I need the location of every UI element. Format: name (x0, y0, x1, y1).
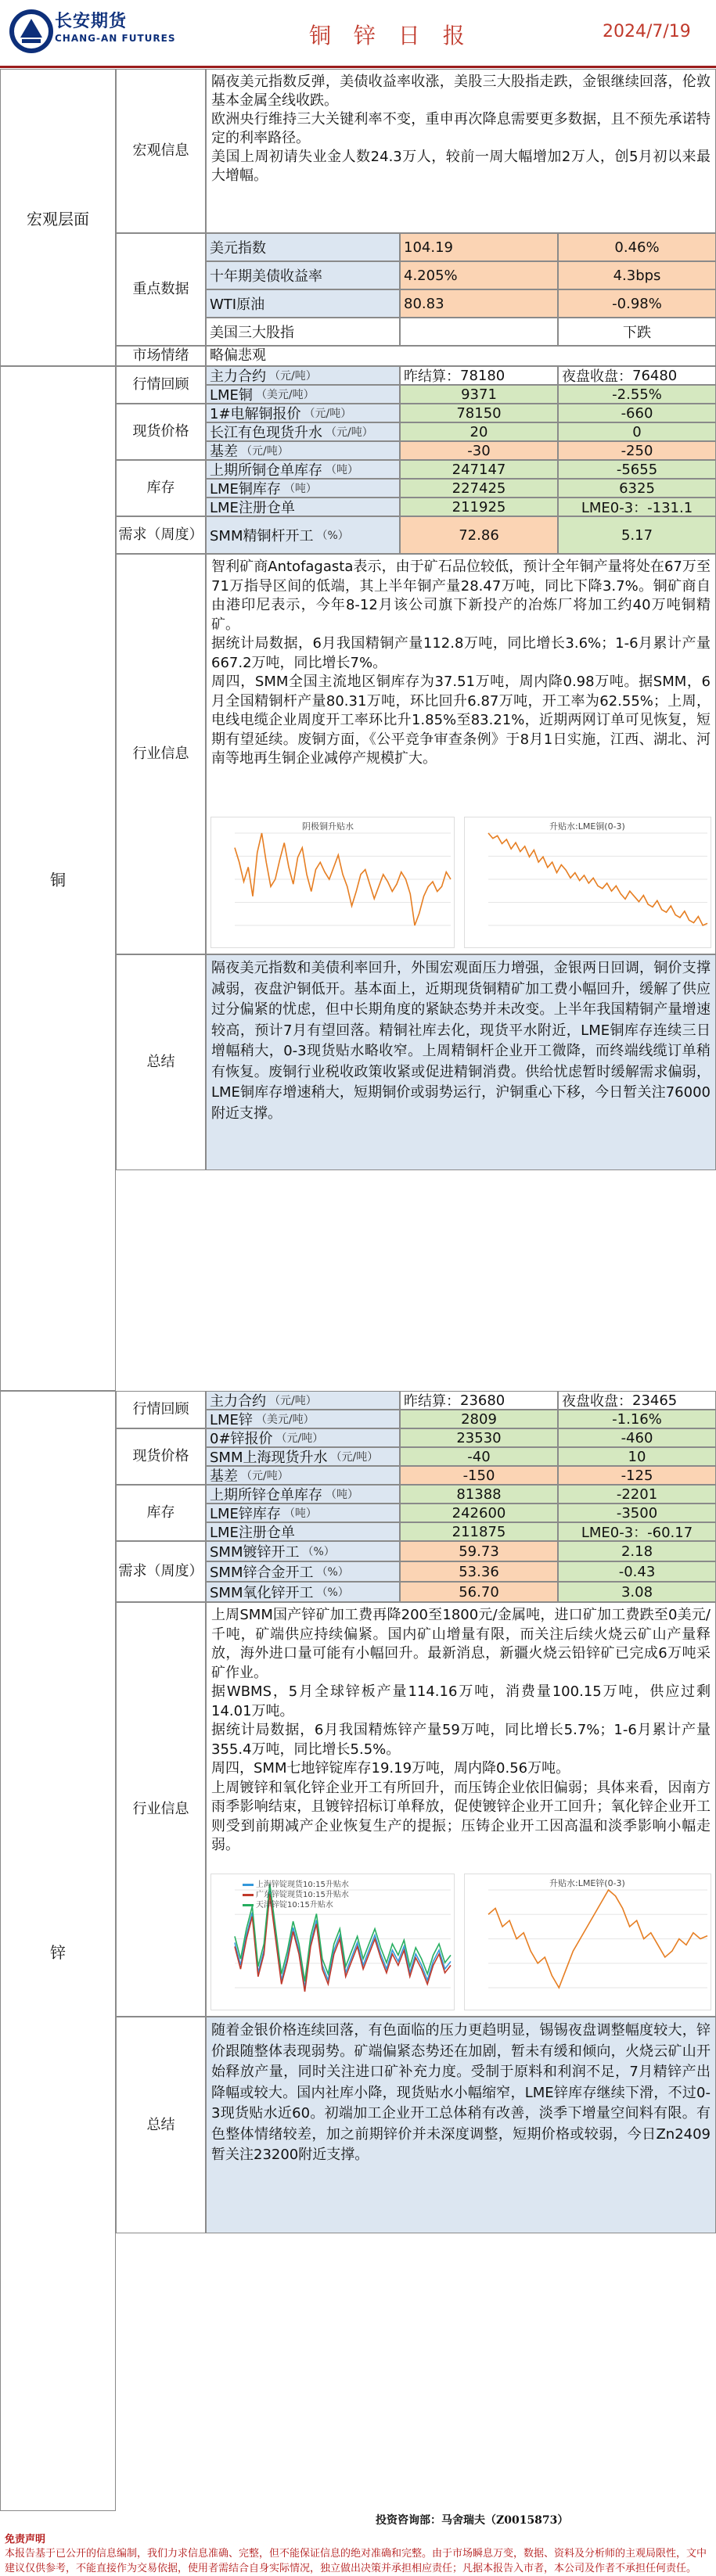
copper-summary-label: 总结 (116, 954, 206, 1170)
copper-demand-row-change: 5.17 (558, 516, 716, 554)
copper-chart-right-svg (465, 817, 712, 949)
copper-spot-row-label: 基差 (210, 444, 238, 460)
legend-swatch (243, 1894, 254, 1896)
copper-demand-row-name (206, 516, 400, 554)
zinc-spot-label: 现货价格 (116, 1428, 206, 1485)
macro-info-text: 隔夜美元指数反弹，美债收益率收涨，美股三大股指走跌，金银继续回落，伦敦基本金属全线收跌。 欧洲央行维持三大关键利率不变，重申再次降息需要更多数据，且不预先承诺特定的利率路径。 美国上周初请失业金人数24.3万人，较前一周大幅增加2万人，创5月初以来最大增幅。 (206, 69, 716, 233)
zinc-spot-row-label: 0#锌报价 (210, 1431, 273, 1447)
legend-label: 天津锌锭10:15升贴水 (256, 1901, 333, 1910)
key-data-value (400, 318, 558, 346)
header-divider (0, 66, 716, 68)
key-data-change: 0.46% (558, 233, 716, 261)
zinc-spot-row-unit: （元/吨） (241, 1470, 289, 1482)
copper-inventory-row-value: 247147 (400, 460, 558, 479)
zinc-lme-row-change: -1.16% (558, 1410, 716, 1428)
key-data-name: 十年期美债收益率 (206, 261, 400, 289)
zinc-demand-row-change: -0.43 (558, 1561, 716, 1582)
zinc-close-label: 昨结算： (404, 1393, 460, 1410)
zinc-spot-row-change: -125 (558, 1466, 716, 1485)
zinc-chart-left (210, 1874, 455, 2010)
legend-swatch (243, 1904, 254, 1906)
copper-inventory-row-change: 6325 (558, 479, 716, 498)
zinc-inventory-row-name (206, 1522, 400, 1541)
copper-main-contract-row (206, 366, 716, 385)
zinc-inventory-row-value: 211875 (400, 1522, 558, 1541)
zinc-inventory-row-label: LME锌库存 (210, 1506, 281, 1522)
copper-chart-left (210, 817, 455, 948)
copper-section-label: 铜 (0, 366, 116, 1391)
copper-chart-right (464, 817, 711, 948)
copper-spot-label: 现货价格 (116, 404, 206, 460)
copper-spot-row-value: -30 (400, 441, 558, 460)
zinc-section-label: 锌 (0, 1391, 116, 2511)
zinc-spot-row (206, 1447, 716, 1466)
report-date: 2024/7/19 (603, 22, 691, 41)
copper-industry-text: 智利矿商Antofagasta表示，由于矿石品位较低，预计全年铜产量将处在67万至71万指导区间的低端，其上半年铜产量28.47万吨，同比下降3.7%。铜矿商自由港印尼表示，今年8-12月该公司旗下新投产的冶炼厂将加工约40万吨铜精矿。 据统计局数据，6月我国精铜产量112.8万吨，同比增长3.6%；1-6月累计产量667.2万吨，同比增长7%。 周四，SMM全国主流地区铜库存为37.51万吨，周内降0.98万吨。据SMM，6月全国精铜杆产量80.31万吨，环比回升6.87万吨，开工率为62.55%；上周，电线电缆企业周度开工率环比升1.85%至83.21%，近期两网订单可见恢复，短期有望延续。废铜方面，《公平竞争审查条例》于8月1日实施，江西、湖北、河南等地再生铜企业减停产规模扩大。 (206, 554, 716, 954)
zinc-demand-row (206, 1541, 716, 1561)
zinc-inventory-row-value: 242600 (400, 1504, 558, 1522)
copper-inventory-row-change: -5655 (558, 460, 716, 479)
copper-inventory-row-name (206, 479, 400, 498)
copper-inventory-row-label: LME注册仓单 (210, 500, 295, 516)
zinc-inventory-row-name (206, 1504, 400, 1522)
copper-main-contract (206, 366, 400, 385)
zinc-summary-label: 总结 (116, 2017, 206, 2233)
copper-inventory-row (206, 498, 716, 516)
copper-inventory-row (206, 460, 716, 479)
disclaimer-title: 免责声明 (5, 2534, 46, 2545)
zinc-demand-row (206, 1561, 716, 1582)
zinc-spot-row-change: 10 (558, 1447, 716, 1466)
key-data-row (206, 233, 716, 261)
copper-inventory-row-value: 227425 (400, 479, 558, 498)
zinc-inventory-row-unit: （吨） (283, 1507, 317, 1520)
zinc-chart-left-legend-item (243, 1898, 333, 1910)
zinc-spot-row (206, 1466, 716, 1485)
key-data-value: 4.205% (400, 261, 558, 289)
copper-night-cell (558, 366, 716, 385)
copper-spot-row (206, 422, 716, 441)
copper-spot-row-label: 长江有色现货升水 (210, 425, 322, 441)
key-data-value: 104.19 (400, 233, 558, 261)
zinc-demand-row-name (206, 1541, 400, 1561)
copper-inventory-row-name (206, 498, 400, 516)
disclaimer-text: 本报告基于已公开的信息编制，我们力求信息准确、完整，但不能保证信息的绝对准确和完整。由于市场瞬息万变，数据、资料及分析师的主观局限性，文中建议仅供参考，不能直接作为交易依据，使用者需结合自身实际情况，独立做出决策并承担相应责任；凡据本报告入市者，本公司及作者不承担任何责任。 (5, 2548, 707, 2574)
zinc-night-value: 23465 (632, 1392, 678, 1409)
zinc-spot-row-value: 23530 (400, 1428, 558, 1447)
zinc-demand-row-unit: （%） (316, 1586, 349, 1599)
copper-chart-right-title: 升贴水:LME铜(0-3) (549, 821, 625, 832)
zinc-inventory-row-label: 上期所锌仓单库存 (210, 1487, 322, 1504)
zinc-inventory-row (206, 1522, 716, 1541)
zinc-demand-label: 需求（周度） (116, 1541, 206, 1602)
zinc-inventory-row-change: LME0-3：-60.17 (558, 1522, 716, 1541)
copper-spot-row-name (206, 422, 400, 441)
copper-lme-row-change: -2.55% (558, 385, 716, 404)
copper-lme-row-value: 9371 (400, 385, 558, 404)
key-data-value: 80.83 (400, 289, 558, 318)
zinc-demand-row-change: 2.18 (558, 1541, 716, 1561)
copper-inventory-row-unit: （吨） (283, 483, 317, 495)
copper-summary-text: 隔夜美元指数和美债利率回升，外围宏观面压力增强，金银两日回调，铜价支撑减弱，夜盘沪铜低开。基本面上，近期现货铜精矿加工费小幅回升，缓解了供应过分偏紧的忧虑，但中长期角度的紧缺态势并未改变。上半年我国精铜产量增速较高，预计7月有望回落。精铜社库去化，现货平水附近，LME铜库存连续三日增幅稍大，0-3现货贴水略收窄。上周精铜杆企业开工微降，而终端线缆订单稍有恢复。废铜行业税收政策收紧或促进精铜消费。供给忧虑暂时缓解需求偏弱，LME铜库存增速稍大，短期铜价或弱势运行，沪铜重心下移，今日暂关注76000附近支撑。 (206, 954, 716, 1170)
zinc-demand-row-label: SMM镀锌开工 (210, 1544, 300, 1561)
zinc-night-label: 夜盘收盘： (562, 1393, 632, 1410)
copper-spot-row (206, 441, 716, 460)
copper-industry-label: 行业信息 (116, 554, 206, 954)
copper-close-cell (400, 366, 558, 385)
brand-name: 长安期货 (55, 12, 128, 31)
copper-demand-row-value: 72.86 (400, 516, 558, 554)
copper-inventory-row-change: LME0-3：-131.1 (558, 498, 716, 516)
key-data-change: -0.98% (558, 289, 716, 318)
zinc-inventory-row-label: LME注册仓单 (210, 1525, 295, 1541)
copper-inventory-row-name (206, 460, 400, 479)
copper-spot-row-unit: （元/吨） (326, 426, 373, 439)
zinc-lme-row (206, 1410, 716, 1428)
key-data-name: WTI原油 (206, 289, 400, 318)
copper-demand-label: 需求（周度） (116, 516, 206, 554)
zinc-demand-row-change: 3.08 (558, 1582, 716, 1602)
zinc-demand-row-value: 53.36 (400, 1561, 558, 1582)
key-data-label: 重点数据 (116, 233, 206, 346)
zinc-main-contract-unit: （元/吨） (269, 1395, 317, 1407)
key-data-change: 4.3bps (558, 261, 716, 289)
copper-close-label: 昨结算： (404, 368, 460, 385)
copper-inventory-row-value: 211925 (400, 498, 558, 516)
copper-lme-row-label: LME铜 (210, 387, 253, 404)
copper-demand-row-unit: （%） (316, 530, 349, 542)
sentiment-value: 略偏悲观 (206, 346, 716, 366)
zinc-demand-row-name (206, 1582, 400, 1602)
copper-demand-row (206, 516, 716, 554)
zinc-demand-row-label: SMM锌合金开工 (210, 1565, 314, 1581)
zinc-spot-row-change: -460 (558, 1428, 716, 1447)
copper-chart-left-svg (211, 817, 455, 949)
zinc-demand-row-label: SMM氧化锌开工 (210, 1585, 314, 1601)
zinc-review-label: 行情回顾 (116, 1391, 206, 1428)
zinc-main-contract-label: 主力合约 (210, 1393, 266, 1410)
zinc-demand-row-unit: （%） (302, 1546, 335, 1558)
zinc-demand-row (206, 1582, 716, 1602)
copper-spot-row-unit: （元/吨） (241, 445, 289, 458)
zinc-spot-row-value: -40 (400, 1447, 558, 1466)
copper-chart-left-title: 阴极铜升贴水 (302, 821, 354, 832)
zinc-inventory-row-name (206, 1485, 400, 1504)
zinc-spot-row-name (206, 1466, 400, 1485)
zinc-inventory-row-unit: （吨） (326, 1489, 358, 1501)
copper-inventory-row (206, 479, 716, 498)
zinc-chart-right (464, 1874, 711, 2010)
key-data-name: 美国三大股指 (206, 318, 400, 346)
zinc-lme-row-label: LME锌 (210, 1412, 253, 1428)
copper-lme-row-unit: （美元/吨） (255, 389, 315, 401)
copper-inventory-label: 库存 (116, 460, 206, 516)
copper-spot-row-value: 78150 (400, 404, 558, 422)
report-header (0, 0, 716, 69)
legend-label: 广东锌锭现货10:15升贴水 (256, 1891, 349, 1899)
zinc-close-cell (400, 1391, 558, 1410)
key-data-row (206, 318, 716, 346)
copper-inventory-row-label: LME铜库存 (210, 481, 281, 498)
zinc-lme-row-unit: （美元/吨） (255, 1414, 315, 1426)
zinc-inventory-row (206, 1504, 716, 1522)
zinc-demand-row-name (206, 1561, 400, 1582)
copper-spot-row-name (206, 404, 400, 422)
zinc-inventory-row-change: -3500 (558, 1504, 716, 1522)
zinc-demand-row-unit: （%） (316, 1566, 349, 1579)
zinc-chart-right-title: 升贴水:LME锌(0-3) (549, 1878, 625, 1888)
zinc-spot-row-unit: （元/吨） (275, 1432, 324, 1445)
copper-main-contract-label: 主力合约 (210, 368, 266, 385)
copper-spot-row-change: -660 (558, 404, 716, 422)
copper-close-value: 78180 (460, 367, 506, 384)
zinc-industry-text: 上周SMM国产锌矿加工费再降200至1800元/金属吨，进口矿加工费跌至0美元/千吨，矿端供应持续偏紧。国内矿山增量有限，而关注后续火烧云矿山产量释放，海外进口量可能有小幅回升。最新消息，新疆火烧云铅锌矿已完成6万吨采矿作业。 据WBMS，5月全球锌板产量114.16万吨，消费量100.15万吨，供应过剩14.01万吨。 据统计局数据，6月我国精炼锌产量59万吨，同比增长5.7%；1-6月累计产量355.4万吨，同比增长5.5%。 周四，SMM七地锌锭库存19.19万吨，周内降0.56万吨。 上周镀锌和氧化锌企业开工有所回升，而压铸企业依旧偏弱；具体来看，因南方雨季影响结束，且镀锌招标订单释放，促使镀锌企业开工回升；氧化锌企业开工则受到前期减产企业恢复生产的提振；压铸企业开工因高温和淡季影响小幅走弱。 (206, 1602, 716, 2017)
chang-an-logo-icon (6, 6, 56, 56)
zinc-lme-row-name (206, 1410, 400, 1428)
copper-spot-row-label: 1#电解铜报价 (210, 406, 301, 422)
zinc-spot-row-name (206, 1447, 400, 1466)
zinc-night-cell (558, 1391, 716, 1410)
zinc-inventory-row (206, 1485, 716, 1504)
author-line: 投资咨询部：马舍瑞夫（Z0015873） (376, 2514, 569, 2527)
zinc-spot-row-unit: （元/吨） (330, 1451, 379, 1464)
copper-night-value: 76480 (632, 367, 678, 384)
copper-spot-row-change: -250 (558, 441, 716, 460)
zinc-inventory-row-change: -2201 (558, 1485, 716, 1504)
zinc-spot-row-value: -150 (400, 1466, 558, 1485)
copper-spot-row-unit: （元/吨） (304, 408, 352, 420)
brand-name-en: CHANG-AN FUTURES (55, 33, 176, 44)
zinc-spot-row-name (206, 1428, 400, 1447)
zinc-close-value: 23680 (460, 1392, 506, 1409)
zinc-industry-label: 行业信息 (116, 1602, 206, 2017)
zinc-main-contract-row (206, 1391, 716, 1410)
report-title: 铜 锌 日 报 (309, 23, 473, 49)
copper-demand-row-label: SMM精铜杆开工 (210, 528, 314, 544)
copper-spot-row (206, 404, 716, 422)
zinc-chart-right-svg (465, 1874, 712, 2011)
zinc-inventory-row-value: 81388 (400, 1485, 558, 1504)
zinc-inventory-label: 库存 (116, 1485, 206, 1541)
copper-night-label: 夜盘收盘： (562, 368, 632, 385)
zinc-spot-row-label: 基差 (210, 1468, 238, 1485)
legend-swatch (243, 1884, 254, 1886)
copper-lme-row (206, 385, 716, 404)
copper-inventory-row-unit: （吨） (326, 464, 358, 476)
key-data-row (206, 261, 716, 289)
copper-lme-row-name (206, 385, 400, 404)
zinc-demand-row-value: 56.70 (400, 1582, 558, 1602)
macro-section-label: 宏观层面 (0, 69, 116, 366)
zinc-spot-row-label: SMM上海现货升水 (210, 1450, 328, 1466)
copper-review-label: 行情回顾 (116, 366, 206, 404)
legend-label: 上海锌锭现货10:15升贴水 (256, 1881, 349, 1889)
zinc-lme-row-value: 2809 (400, 1410, 558, 1428)
zinc-main-contract (206, 1391, 400, 1410)
copper-spot-row-change: 0 (558, 422, 716, 441)
sentiment-label: 市场情绪 (116, 346, 206, 366)
zinc-summary-text: 随着金银价格连续回落，有色面临的压力更趋明显，锡锡夜盘调整幅度较大，锌价跟随整体表现弱势。矿端偏紧态势还在加剧，暂未有缓和倾向，火烧云矿山开始释放产量，同时关注进口矿补充力度。受制于原料和利润不足，7月精锌产出降幅或较大。国内社库小降，现货贴水小幅缩窄，LME锌库存继续下滑，不过0-3现货贴水近60。初端加工企业开工总体稍有改善，淡季下增量空间料有限。有色整体情绪较差，加之前期锌价并未深度调整，短期价格或较弱，今日Zn2409暂关注23200附近支撑。 (206, 2017, 716, 2233)
key-data-name: 美元指数 (206, 233, 400, 261)
zinc-demand-row-value: 59.73 (400, 1541, 558, 1561)
key-data-change: 下跌 (558, 318, 716, 346)
copper-spot-row-value: 20 (400, 422, 558, 441)
zinc-spot-row (206, 1428, 716, 1447)
copper-inventory-row-label: 上期所铜仓单库存 (210, 462, 322, 479)
copper-spot-row-name (206, 441, 400, 460)
macro-info-label: 宏观信息 (116, 69, 206, 233)
key-data-row (206, 289, 716, 318)
copper-main-contract-unit: （元/吨） (269, 370, 317, 383)
